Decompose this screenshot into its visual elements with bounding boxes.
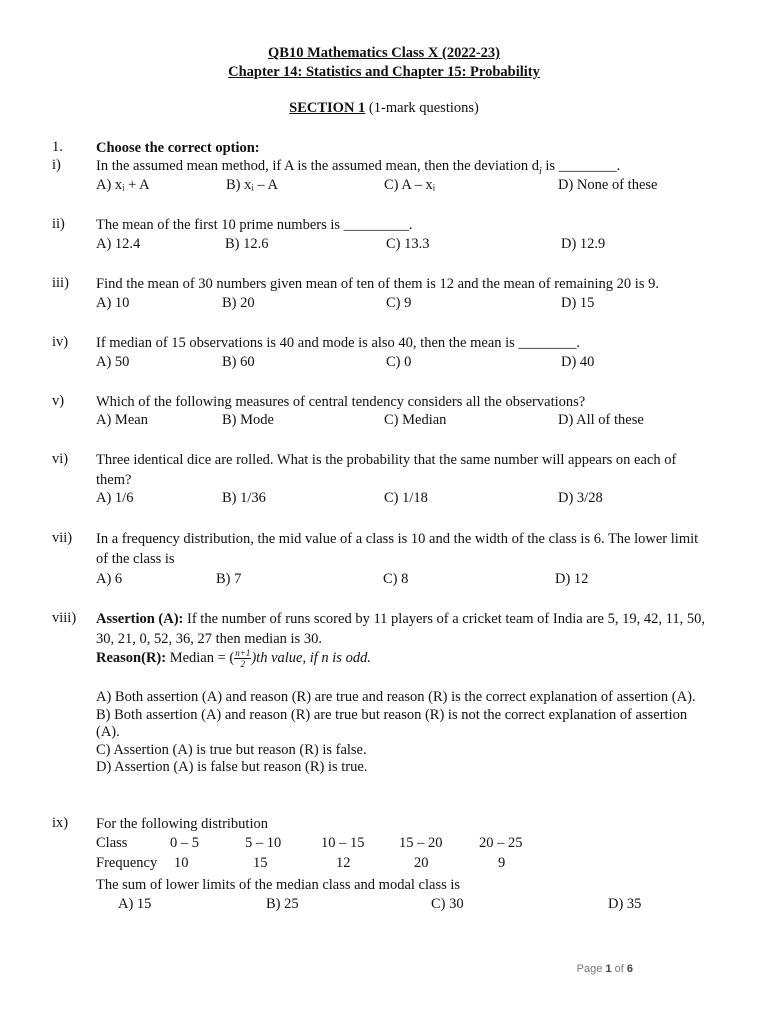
question-vii-number: vii) (52, 530, 73, 546)
question-vi-text: Three identical dice are rolled. What is the probability that the same number will appears on each of them? (96, 452, 677, 488)
table-cell: Frequency (96, 855, 158, 871)
document-header (0, 44, 768, 82)
option-b: B) 12.6 (225, 236, 269, 252)
question-vi-options (96, 490, 716, 510)
table-cell: 20 (414, 855, 429, 871)
total-pages: 6 (626, 963, 633, 975)
option-c: C) 0 (386, 354, 412, 370)
option-b: B) 20 (222, 295, 255, 311)
option-b: B) Mode (222, 412, 274, 428)
table-cell: 10 (174, 855, 189, 871)
option-d: D) 3/28 (558, 490, 603, 506)
question-heading: Choose the correct option: (96, 140, 260, 156)
table-cell: 5 – 10 (245, 835, 282, 851)
median-fraction: $\frac{n+1}{2}$ (235, 648, 251, 669)
option-d: D) 40 (561, 354, 595, 370)
option-b: B) Both assertion (A) and reason (R) are true but reason (R) is not the correct explanation of assertion (A). (96, 706, 688, 740)
question-vii-text: In a frequency distribution, the mid value of a class is 10 and the width of the class is 6. The lower limit of the class is (96, 531, 699, 567)
reason-label: Reason(R): (96, 649, 167, 666)
option-d: D) 12.9 (561, 236, 606, 252)
question-ii-number: ii) (52, 216, 65, 232)
question-ii-text: The mean of the first 10 prime numbers is _________. (96, 217, 413, 233)
option-c: C) Median (384, 412, 447, 428)
table-cell: 15 – 20 (399, 835, 443, 851)
document-title: QB10 Mathematics Class X (2022-23) (268, 45, 500, 61)
question-i-text: In the assumed mean method, if A is the assumed mean, then the deviation $d_i$ is ________. (96, 158, 621, 177)
option-a: A) 6 (96, 571, 123, 587)
option-c: C) Assertion (A) is true but reason (R) is false. (96, 741, 367, 758)
assertion-text: If the number of runs scored by 11 players of a cricket team of India are 5, 19, 42, 11, 50, 30, 21, 0, 52, 36, 27 then median is 30. (96, 611, 705, 647)
question-i-options (96, 177, 716, 197)
option-c: C) 9 (386, 295, 412, 311)
question-viii-reason: Reason(R): Median = ( $\frac{n+1}{2}$ )th value, if n is odd. (96, 648, 371, 669)
question-ix-options (118, 896, 738, 916)
section-subtitle: (1-mark questions) (368, 100, 479, 116)
question-v-options (96, 412, 716, 432)
table-cell: 10 – 15 (321, 835, 365, 851)
distribution-table (96, 835, 696, 875)
question-iii-options (96, 295, 716, 315)
option-c: C) 30 (431, 896, 464, 912)
question-viii-options (96, 689, 713, 777)
option-b: B) xᵢ – A (226, 177, 278, 193)
table-cell: 9 (498, 855, 506, 871)
question-viii-assertion (96, 610, 713, 649)
option-a: A) 15 (118, 896, 152, 912)
option-d: D) Assertion (A) is false but reason (R) is true. (96, 759, 368, 775)
question-ix-text-2: The sum of lower limits of the median class and modal class is (96, 877, 461, 893)
question-number: 1. (52, 139, 63, 155)
section-heading (0, 100, 768, 117)
option-b: B) 7 (216, 571, 242, 587)
table-cell: 0 – 5 (170, 835, 199, 851)
table-cell: 12 (336, 855, 351, 871)
page-indicator: Page 1 of 6 (576, 963, 633, 975)
question-iii-number: iii) (52, 275, 69, 291)
option-b: B) 1/36 (222, 490, 266, 506)
option-b: B) 25 (266, 896, 299, 912)
option-d: D) 15 (561, 295, 595, 311)
question-vii-options (96, 571, 716, 591)
option-a: A) 12.4 (96, 236, 141, 252)
question-iv-text: If median of 15 observations is 40 and mode is also 40, then the mean is ________. (96, 335, 581, 351)
assertion-label: Assertion (A): (96, 611, 184, 627)
option-d: D) All of these (558, 412, 644, 428)
option-c: C) 13.3 (386, 236, 430, 252)
question-v-text: Which of the following measures of central tendency considers all the observations? (96, 394, 586, 410)
question-ii-options (96, 236, 716, 256)
question-iii-text: Find the mean of 30 numbers given mean of ten of them is 12 and the mean of remaining 20 is 9. (96, 276, 659, 292)
table-cell: 15 (253, 855, 268, 871)
option-d: D) None of these (558, 177, 658, 193)
option-a: A) Both assertion (A) and reason (R) are true and reason (R) is the correct explanation of assertion (A). (96, 689, 696, 705)
question-i-number: i) (52, 157, 61, 173)
option-a: A) 1/6 (96, 490, 134, 506)
question-viii-number: viii) (52, 610, 77, 626)
option-a: A) xᵢ + A (96, 177, 150, 193)
document-subtitle: Chapter 14: Statistics and Chapter 15: Probability (228, 64, 540, 80)
option-c: C) 1/18 (384, 490, 428, 506)
option-d: D) 35 (608, 896, 642, 912)
option-d: D) 12 (555, 571, 589, 587)
option-c: C) 8 (383, 571, 409, 587)
option-b: B) 60 (222, 354, 255, 370)
table-cell: 20 – 25 (479, 835, 523, 851)
option-c: C) A – xᵢ (384, 177, 436, 193)
section-title: SECTION 1 (289, 100, 366, 116)
table-cell: Class (96, 835, 128, 851)
current-page: 1 (605, 963, 612, 975)
option-a: A) Mean (96, 412, 148, 428)
question-vi-number: vi) (52, 451, 69, 467)
question-iv-options (96, 354, 716, 374)
question-v-number: v) (52, 393, 65, 409)
question-ix-text: For the following distribution (96, 816, 268, 832)
option-a: A) 10 (96, 295, 130, 311)
question-ix-number: ix) (52, 815, 69, 831)
question-iv-number: iv) (52, 334, 69, 350)
option-a: A) 50 (96, 354, 130, 370)
